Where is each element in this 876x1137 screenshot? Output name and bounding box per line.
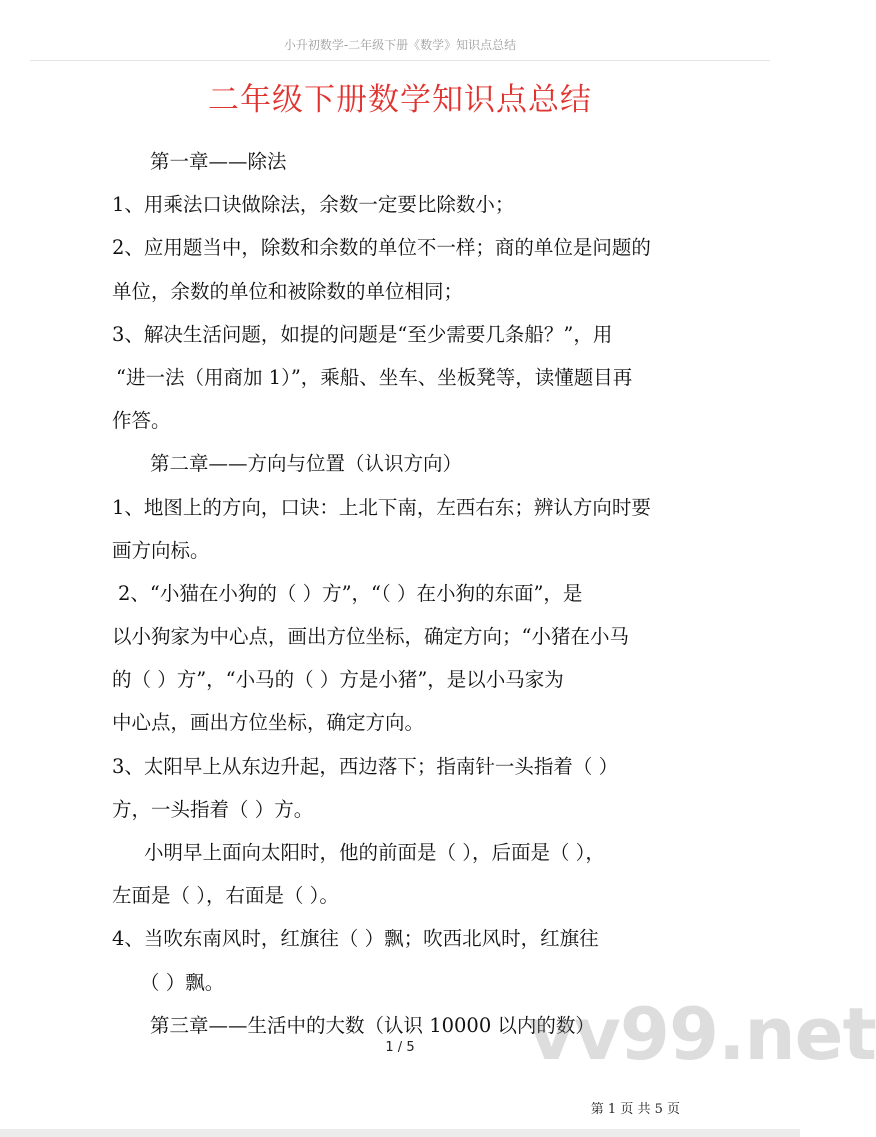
paragraph-line: 作答。 [112,409,171,433]
paragraph-line: 的（ ）方”，“小马的（ ）方是小猪”，是以小马家为 [112,668,564,692]
paragraph-line: 2、“小猫在小狗的（ ）方”，“（ ）在小狗的东面”，是 [118,581,583,605]
paragraph-line: 3、太阳早上从东边升起，西边落下；指南针一头指着（ ） [112,754,619,778]
page-footer: 第 1 页 共 5 页 [590,1102,680,1117]
paragraph-line: 2、应用题当中，除数和余数的单位不一样；商的单位是问题的 [112,236,651,260]
chapter-heading-2: 第二章——方向与位置（认识方向） [150,452,463,476]
chapter-heading-3: 第三章——生活中的大数（认识 10000 以内的数） [150,1013,595,1037]
paragraph-line: 左面是（ ），右面是（ ）。 [112,884,339,908]
watermark-text: vv99.net [528,992,876,1076]
paragraph-line: 中心点，画出方位坐标，确定方向。 [112,711,425,735]
document-title: 二年级下册数学知识点总结 [208,82,592,118]
paragraph-line: 以小狗家为中心点，画出方位坐标，确定方向；“小猪在小马 [112,625,629,649]
page-bottom-edge [0,1129,800,1137]
paragraph-line: （ ）飘。 [140,970,225,994]
paragraph-line: 3、解决生活问题，如提的问题是“至少需要几条船？”，用 [112,322,613,346]
document-body [112,140,692,1047]
running-header: 小升初数学-二年级下册《数学》知识点总结 [283,38,517,52]
chapter-heading-1: 第一章——除法 [150,150,287,173]
page-indicator: 1 / 5 [385,1040,415,1055]
paragraph-line: 小明早上面向太阳时，他的前面是（ ），后面是（ ）， [144,841,605,864]
paragraph-line: 方，一头指着（ ）方。 [112,797,314,821]
paragraph-line: 单位，余数的单位和被除数的单位相同； [112,279,464,303]
header-divider [30,60,770,61]
paragraph-line: “进一法（用商加 1）”，乘船、坐车、坐板凳等，读懂题目再 [116,365,633,389]
paragraph-line: 1、用乘法口诀做除法，余数一定要比除数小； [112,193,515,217]
paragraph-line: 画方向标。 [112,538,210,562]
paragraph-line: 1、地图上的方向，口诀：上北下南，左西右东；辨认方向时要 [112,495,651,519]
paragraph-line: 4、当吹东南风时，红旗往（ ）飘；吹西北风时，红旗往 [112,927,599,951]
